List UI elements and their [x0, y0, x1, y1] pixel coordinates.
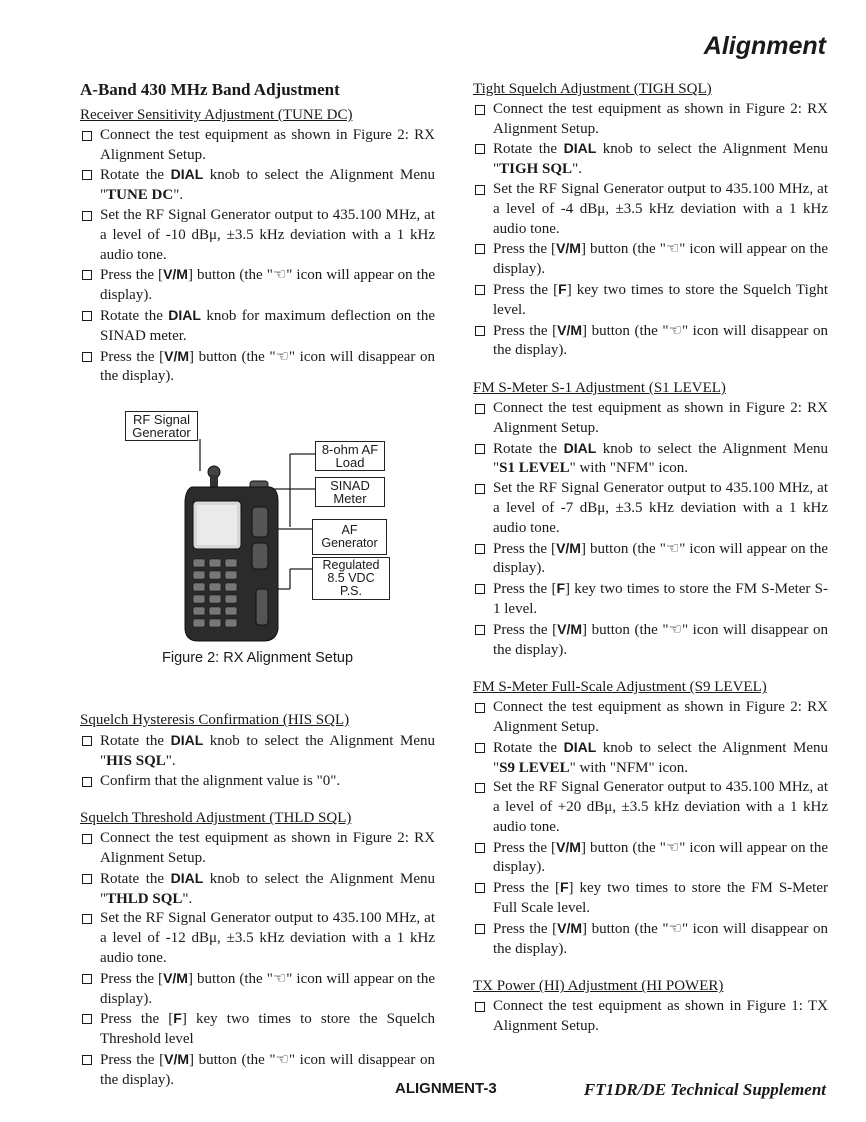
step: Set the RF Signal Generator output to 435.100 MHz, at a level of -12 dBμ, ±3.5 kHz deviation with a 1 kHz audio tone.	[80, 909, 435, 968]
step: Connect the test equipment as shown in Figure 2: RX Alignment Setup.	[473, 100, 828, 140]
step: Confirm that the alignment value is "0".	[80, 772, 435, 792]
main-heading: A-Band 430 MHz Band Adjustment	[80, 80, 340, 99]
section-thld-sql	[80, 809, 435, 1090]
af-load-label: 8-ohm AF Load	[315, 441, 385, 471]
step: Connect the test equipment as shown in Figure 2: RX Alignment Setup.	[473, 399, 828, 439]
step: Rotate the DIAL knob to select the Alignment Menu "S1 LEVEL" with "NFM" icon.	[473, 439, 828, 480]
step: Rotate the DIAL knob to select the Alignment Menu "TUNE DC".	[80, 165, 435, 206]
step: Press the [V/M] button (the "☜" icon will appear on the display).	[473, 539, 828, 580]
step-list	[80, 126, 435, 387]
step-list	[473, 100, 828, 361]
step: Press the [F] key two times to store the Squelch Threshold level	[80, 1009, 435, 1050]
step: Press the [V/M] button (the "☜" icon will appear on the display).	[473, 239, 828, 280]
step: Connect the test equipment as shown in Figure 2: RX Alignment Setup.	[473, 698, 828, 738]
step: Set the RF Signal Generator output to 435.100 MHz, at a level of -4 dBμ, ±3.5 kHz deviation with a 1 kHz audio tone.	[473, 180, 828, 239]
step: Connect the test equipment as shown in Figure 2: RX Alignment Setup.	[80, 126, 435, 166]
sinad-meter-label: SINAD Meter	[315, 477, 385, 507]
step: Rotate the DIAL knob to select the Alignment Menu "S9 LEVEL" with "NFM" icon.	[473, 738, 828, 779]
step: Press the [V/M] button (the "☜" icon will disappear on the display).	[473, 919, 828, 960]
section-s1-level	[473, 379, 828, 660]
step: Press the [V/M] button (the "☜" icon will appear on the display).	[473, 838, 828, 879]
figure-caption: Figure 2: RX Alignment Setup	[161, 650, 354, 667]
section-title: Tight Squelch Adjustment (TIGH SQL)	[473, 81, 712, 97]
step: Press the [V/M] button (the "☜" icon will disappear on the display).	[473, 321, 828, 362]
section-title: Receiver Sensitivity Adjustment (TUNE DC)	[80, 107, 353, 123]
step: Rotate the DIAL knob to select the Alignment Menu "HIS SQL".	[80, 731, 435, 772]
section-his-sql	[80, 711, 435, 791]
step: Set the RF Signal Generator output to 435.100 MHz, at a level of +20 dBμ, ±3.5 kHz deviation with a 1 kHz audio tone.	[473, 778, 828, 837]
step: Rotate the DIAL knob to select the Alignment Menu "TIGH SQL".	[473, 139, 828, 180]
section-s9-level	[473, 678, 828, 959]
section-hi-power	[473, 977, 828, 1036]
step: Connect the test equipment as shown in Figure 1: TX Alignment Setup.	[473, 997, 828, 1037]
af-generator-label: AF Generator	[312, 519, 387, 555]
section-title: Squelch Hysteresis Confirmation (HIS SQL)	[80, 712, 350, 729]
step: Press the [V/M] button (the "☜" icon will appear on the display).	[80, 969, 435, 1010]
step: Press the [F] key two times to store the Squelch Tight level.	[473, 280, 828, 321]
section-title: FM S-Meter S-1 Adjustment (S1 LEVEL)	[473, 380, 726, 397]
step: Rotate the DIAL knob for maximum deflection on the SINAD meter.	[80, 306, 435, 347]
footer-section-label: ALIGNMENT-3	[395, 1080, 497, 1097]
step: Press the [V/M] button (the "☜" icon will disappear on the display).	[80, 1050, 435, 1091]
step: Set the RF Signal Generator output to 435.100 MHz, at a level of -7 dBμ, ±3.5 kHz deviation with a 1 kHz audio tone.	[473, 479, 828, 538]
step: Set the RF Signal Generator output to 435.100 MHz, at a level of -10 dBμ, ±3.5 kHz deviation with a 1 kHz audio tone.	[80, 206, 435, 265]
step: Press the [V/M] button (the "☜" icon will appear on the display).	[80, 265, 435, 306]
step: Rotate the DIAL knob to select the Alignment Menu "THLD SQL".	[80, 869, 435, 910]
step: Press the [F] key two times to store the FM S-Meter Full Scale level.	[473, 878, 828, 919]
section-title: FM S-Meter Full-Scale Adjustment (S9 LEVEL)	[473, 679, 767, 696]
step-list	[473, 997, 828, 1037]
section-tigh-sql	[473, 80, 828, 361]
step: Press the [V/M] button (the "☜" icon will disappear on the display).	[473, 620, 828, 661]
figure-rx-alignment-setup	[80, 409, 435, 689]
step-list	[80, 829, 435, 1090]
right-column	[473, 80, 828, 1055]
step: Press the [V/M] button (the "☜" icon will disappear on the display).	[80, 347, 435, 388]
section-title: TX Power (HI) Adjustment (HI POWER)	[473, 978, 724, 995]
rf-signal-generator-label: RF Signal Generator	[125, 411, 198, 441]
page-title: Alignment	[703, 32, 826, 60]
section-title: Squelch Threshold Adjustment (THLD SQL)	[80, 810, 352, 827]
step-list	[473, 399, 828, 660]
step: Press the [F] key two times to store the FM S-Meter S-1 level.	[473, 579, 828, 620]
step-list	[473, 698, 828, 959]
footer-document-title: FT1DR/DE Technical Supplement	[583, 1080, 826, 1099]
left-column	[80, 80, 435, 1109]
step-list	[80, 731, 435, 791]
section-tune-dc	[80, 106, 435, 387]
regulated-ps-label: Regulated 8.5 VDC P.S.	[312, 557, 390, 600]
step: Connect the test equipment as shown in Figure 2: RX Alignment Setup.	[80, 829, 435, 869]
